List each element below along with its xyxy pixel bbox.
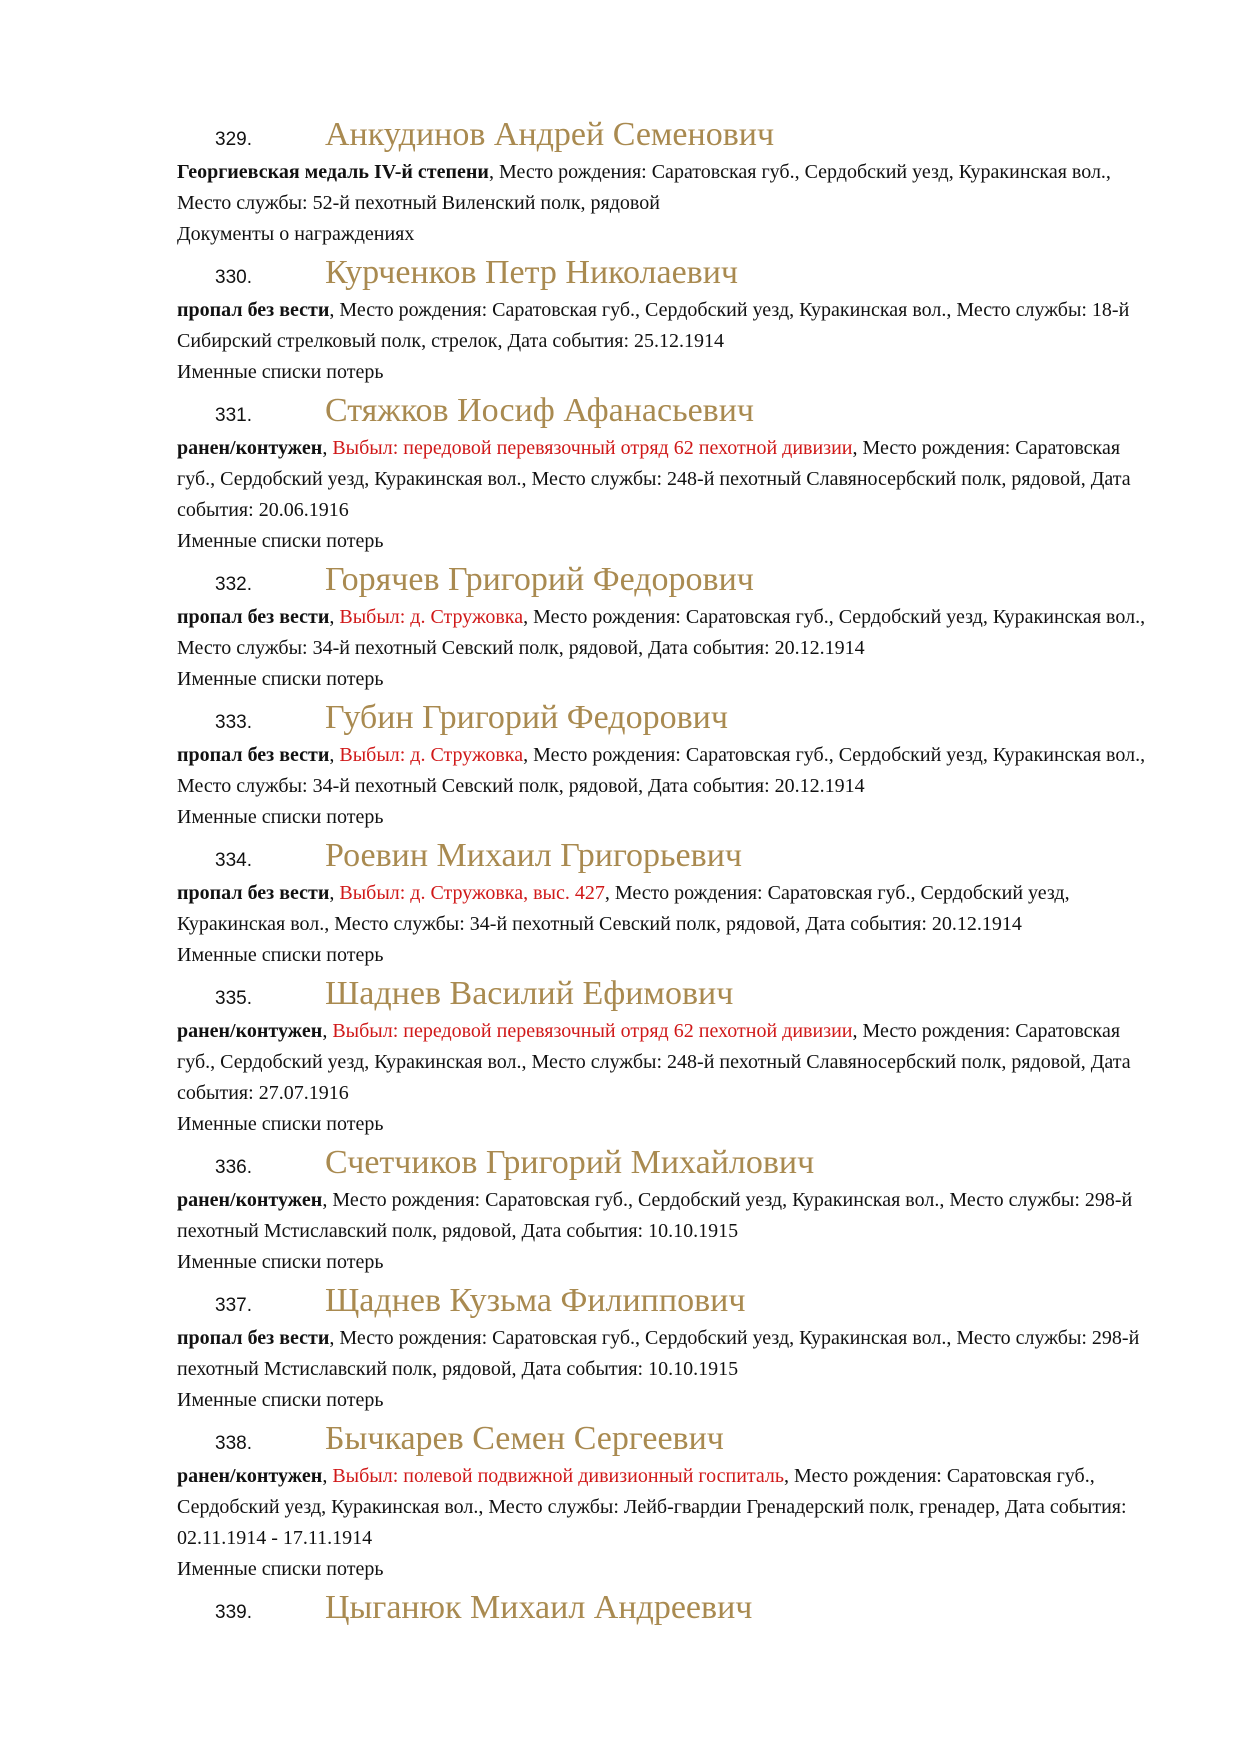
person-name: Стяжков Иосиф Афанасьевич [325, 392, 755, 429]
list-item [177, 1278, 1152, 1416]
departure-place: Выбыл: передовой перевязочный отряд 62 пехотной дивизии [332, 437, 853, 459]
list-item [177, 388, 1152, 557]
list-item [177, 971, 1152, 1140]
departure-place: Выбыл: д. Стружовка [339, 744, 524, 766]
entry-number: 332. [215, 574, 252, 595]
details-text: , Место рождения: Саратовская губ., Сердобский уезд, Куракинская вол., Место службы: 248-й пехотный Славяносербский полк, рядовой, Дата события: 27.07.1916 [177, 1020, 1131, 1104]
document-page [177, 112, 1152, 1630]
list-item [177, 112, 1152, 250]
details-text: , Место рождения: Саратовская губ., Сердобский уезд, Куракинская вол., Место службы: 34-й пехотный Севский полк, рядовой, Дата события: 20.12.1914 [177, 744, 1146, 797]
entry-number: 339. [215, 1602, 252, 1623]
document-source-link[interactable]: Документы о награждениях [177, 223, 415, 245]
entry-details: пропал без вести, Выбыл: д. Стружовка, Место рождения: Саратовская губ., Сердобский уезд, Куракинская вол., Место службы: 34-й пехотный Севский полк, рядовой, Дата события: 20.12.1914 [177, 744, 1146, 797]
list-item [177, 1416, 1152, 1585]
document-source-link[interactable]: Именные списки потерь [177, 361, 384, 383]
entry-number: 338. [215, 1433, 252, 1454]
document-source-link[interactable]: Именные списки потерь [177, 1389, 384, 1411]
document-source-link[interactable]: Именные списки потерь [177, 668, 384, 690]
entry-number: 331. [215, 405, 252, 426]
entry-number: 329. [215, 129, 252, 150]
entry-details [177, 1323, 1152, 1385]
list-item [177, 1585, 1152, 1630]
document-source-link[interactable]: Именные списки потерь [177, 1251, 384, 1273]
entry-heading [177, 695, 1152, 740]
list-item [177, 250, 1152, 388]
entry-number: 337. [215, 1295, 252, 1316]
person-name: Щаднев Кузьма Филиппович [325, 1282, 746, 1319]
details-text: , Место рождения: Саратовская губ., Сердобский уезд, Куракинская вол., Место службы: 52-й пехотный Виленский полк, рядовой [177, 161, 1111, 214]
status-text: ранен/контужен [177, 1189, 323, 1211]
status-text: ранен/контужен [177, 1465, 323, 1487]
person-name: Курченков Петр Николаевич [325, 254, 739, 291]
entry-heading [177, 557, 1152, 602]
list-item [177, 695, 1152, 833]
details-text: , Место рождения: Саратовская губ., Сердобский уезд, Куракинская вол., Место службы: 298-й пехотный Мстиславский полк, рядовой, Дата события: 10.10.1915 [177, 1327, 1140, 1380]
entry-number: 330. [215, 267, 252, 288]
document-source-link[interactable]: Именные списки потерь [177, 530, 384, 552]
entry-details: ранен/контужен, Выбыл: передовой перевязочный отряд 62 пехотной дивизии, Место рождения: Саратовская губ., Сердобский уезд, Куракинская вол., Место службы: 248-й пехотный Славяносербский полк, рядовой, Дата события: 27.07.1916 [177, 1020, 1131, 1104]
status-text: пропал без вести [177, 606, 330, 628]
entry-details: пропал без вести, Выбыл: д. Стружовка, Место рождения: Саратовская губ., Сердобский уезд, Куракинская вол., Место службы: 34-й пехотный Севский полк, рядовой, Дата события: 20.12.1914 [177, 606, 1146, 659]
document-source-link[interactable]: Именные списки потерь [177, 1558, 384, 1580]
departure-place: Выбыл: полевой подвижной дивизионный госпиталь [332, 1465, 785, 1487]
document-source-link[interactable]: Именные списки потерь [177, 806, 384, 828]
details-text: , Место рождения: Саратовская губ., Сердобский уезд, Куракинская вол., Место службы: 248-й пехотный Славяносербский полк, рядовой, Дата события: 20.06.1916 [177, 437, 1131, 521]
status-text: пропал без вести [177, 744, 330, 766]
departure-place: Выбыл: д. Стружовка [339, 606, 524, 628]
entry-heading [177, 1416, 1152, 1461]
document-source-link[interactable]: Именные списки потерь [177, 944, 384, 966]
entry-heading [177, 971, 1152, 1016]
entry-number: 335. [215, 988, 252, 1009]
list-item [177, 833, 1152, 971]
person-name: Горячев Григорий Федорович [325, 561, 754, 598]
entry-number: 333. [215, 712, 252, 733]
list-item [177, 1140, 1152, 1278]
entry-heading [177, 388, 1152, 433]
status-text: ранен/контужен [177, 437, 323, 459]
document-source-link[interactable]: Именные списки потерь [177, 1113, 384, 1135]
status-text: Георгиевская медаль IV-й степени [177, 161, 489, 183]
entry-heading [177, 1585, 1152, 1630]
entry-heading [177, 1278, 1152, 1323]
entry-details [177, 157, 1152, 219]
details-text: , Место рождения: Саратовская губ., Сердобский уезд, Куракинская вол., Место службы: Лейб-гвардии Гренадерский полк, гренадер, Дата события: 02.11.1914 - 17.11.1914 [177, 1465, 1127, 1549]
details-text: , Место рождения: Саратовская губ., Сердобский уезд, Куракинская вол., Место службы: 18-й Сибирский стрелковый полк, стрелок, Дата события: 25.12.1914 [177, 299, 1130, 352]
entry-details [177, 1185, 1152, 1247]
person-name: Бычкарев Семен Сергеевич [325, 1420, 724, 1457]
person-name: Счетчиков Григорий Михайлович [325, 1144, 815, 1181]
departure-place: Выбыл: д. Стружовка, выс. 427 [339, 882, 605, 904]
entry-details: ранен/контужен, Выбыл: передовой перевязочный отряд 62 пехотной дивизии, Место рождения: Саратовская губ., Сердобский уезд, Куракинская вол., Место службы: 248-й пехотный Славяносербский полк, рядовой, Дата события: 20.06.1916 [177, 437, 1131, 521]
status-text: ранен/контужен [177, 1020, 323, 1042]
person-name: Роевин Михаил Григорьевич [325, 837, 742, 874]
entry-number: 336. [215, 1157, 252, 1178]
status-text: пропал без вести [177, 882, 330, 904]
details-text: , Место рождения: Саратовская губ., Сердобский уезд, Куракинская вол., Место службы: 34-й пехотный Севский полк, рядовой, Дата события: 20.12.1914 [177, 882, 1070, 935]
entry-heading [177, 833, 1152, 878]
entry-heading [177, 250, 1152, 295]
departure-place: Выбыл: передовой перевязочный отряд 62 пехотной дивизии [332, 1020, 853, 1042]
person-name: Шаднев Василий Ефимович [325, 975, 734, 1012]
person-name: Губин Григорий Федорович [325, 699, 728, 736]
entry-heading [177, 1140, 1152, 1185]
entry-details [177, 295, 1152, 357]
entry-number: 334. [215, 850, 252, 871]
status-text: пропал без вести [177, 1327, 330, 1349]
list-item [177, 557, 1152, 695]
entry-details: ранен/контужен, Выбыл: полевой подвижной дивизионный госпиталь, Место рождения: Саратовская губ., Сердобский уезд, Куракинская вол., Место службы: Лейб-гвардии Гренадерский полк, гренадер, Дата события: 02.11.1914 - 17.11.1914 [177, 1465, 1127, 1549]
status-text: пропал без вести [177, 299, 330, 321]
person-name: Анкудинов Андрей Семенович [325, 116, 775, 153]
details-text: , Место рождения: Саратовская губ., Сердобский уезд, Куракинская вол., Место службы: 298-й пехотный Мстиславский полк, рядовой, Дата события: 10.10.1915 [177, 1189, 1133, 1242]
entry-heading [177, 112, 1152, 157]
entry-details: пропал без вести, Выбыл: д. Стружовка, выс. 427, Место рождения: Саратовская губ., Сердобский уезд, Куракинская вол., Место службы: 34-й пехотный Севский полк, рядовой, Дата события: 20.12.1914 [177, 882, 1070, 935]
person-name: Цыганюк Михаил Андреевич [325, 1589, 753, 1626]
details-text: , Место рождения: Саратовская губ., Сердобский уезд, Куракинская вол., Место службы: 34-й пехотный Севский полк, рядовой, Дата события: 20.12.1914 [177, 606, 1146, 659]
